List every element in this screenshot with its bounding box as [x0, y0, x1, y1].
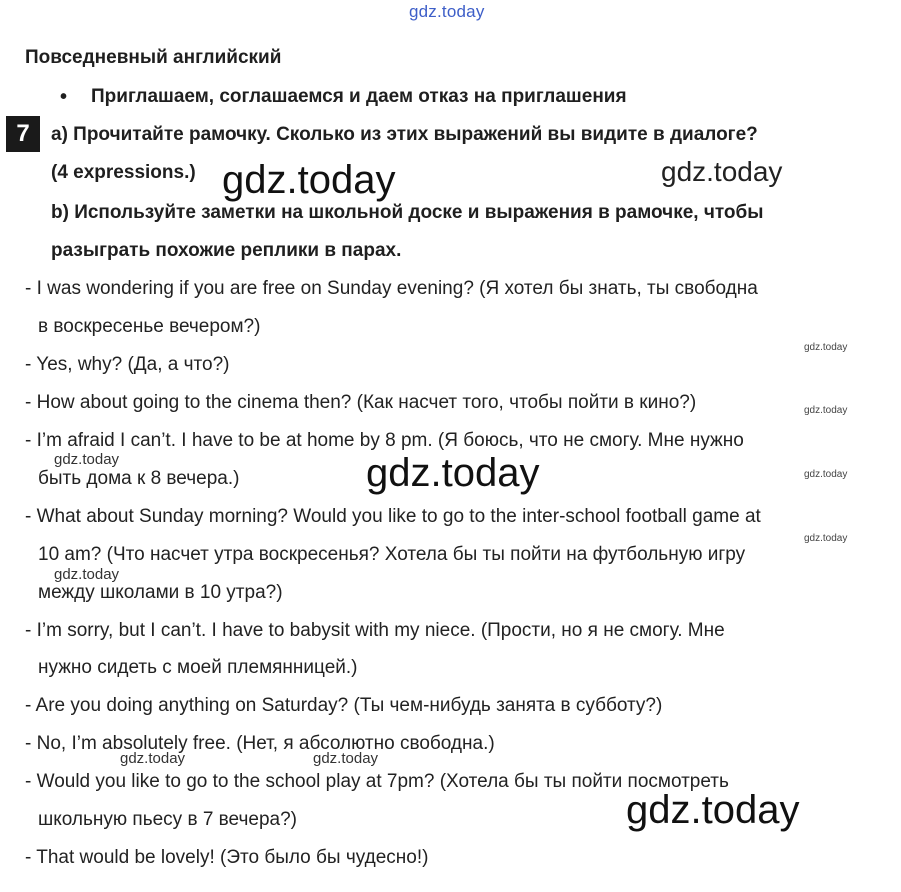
- watermark: gdz.today: [313, 750, 379, 767]
- bullet-text: Приглашаем, соглашаемся и даем отказ на приглашения: [91, 86, 627, 107]
- section-title: Повседневный английский: [25, 47, 282, 68]
- dialogue-line: - No, I’m absolutely free. (Нет, я абсолютно свободна.): [25, 733, 495, 754]
- watermark: gdz.today: [661, 156, 783, 187]
- watermark: gdz.today: [54, 566, 120, 583]
- task-b-line-2: разыграть похожие реплики в парах.: [51, 240, 402, 261]
- dialogue-line: - I’m sorry, but I can’t. I have to babysit with my niece. (Прости, но я не смогу. Мне: [25, 620, 725, 641]
- exercise-number-badge: 7: [6, 116, 40, 152]
- task-b-line-1: b) Используйте заметки на школьной доске и выражения в рамочке, чтобы: [51, 202, 764, 223]
- dialogue-line: - I’m afraid I can’t. I have to be at home by 8 pm. (Я боюсь, что не смогу. Мне нужно: [25, 430, 744, 451]
- dialogue-line: - Yes, why? (Да, а что?): [25, 354, 230, 375]
- watermark: gdz.today: [626, 788, 800, 832]
- watermark: gdz.today: [804, 405, 848, 416]
- watermark: gdz.today: [120, 750, 186, 767]
- dialogue-line: 10 am? (Что насчет утра воскресенья? Хотела бы ты пойти на футбольную игру: [38, 544, 746, 565]
- dialogue-line: между школами в 10 утра?): [38, 582, 283, 603]
- dialogue-line: - Would you like to go to the school play at 7pm? (Хотела бы ты пойти посмотреть: [25, 771, 729, 792]
- dialogue-line: - Are you doing anything on Saturday? (Ты чем-нибудь занята в субботу?): [25, 695, 663, 716]
- dialogue-line: быть дома к 8 вечера.): [38, 468, 240, 489]
- task-a-line-2: (4 expressions.): [51, 162, 196, 183]
- dialogue-line: - That would be lovely! (Это было бы чудесно!): [25, 847, 429, 868]
- watermark: gdz.today: [366, 451, 540, 495]
- watermark: gdz.today: [54, 451, 120, 468]
- bullet-icon: •: [60, 86, 68, 108]
- dialogue-line: - I was wondering if you are free on Sunday evening? (Я хотел бы знать, ты свободна: [25, 278, 758, 299]
- dialogue-line: школьную пьесу в 7 вечера?): [38, 809, 297, 830]
- dialogue-line: в воскресенье вечером?): [38, 316, 261, 337]
- dialogue-line: - How about going to the cinema then? (Как насчет того, чтобы пойти в кино?): [25, 392, 697, 413]
- task-a-line-1: a) Прочитайте рамочку. Сколько из этих выражений вы видите в диалоге?: [51, 124, 758, 145]
- dialogue-line: - What about Sunday morning? Would you like to go to the inter-school football game at: [25, 506, 761, 527]
- watermark: gdz.today: [804, 342, 848, 353]
- dialogue-line: нужно сидеть с моей племянницей.): [38, 657, 358, 678]
- watermark: gdz.today: [222, 158, 396, 202]
- watermark: gdz.today: [804, 469, 848, 480]
- top-watermark: gdz.today: [409, 2, 485, 21]
- watermark: gdz.today: [804, 533, 848, 544]
